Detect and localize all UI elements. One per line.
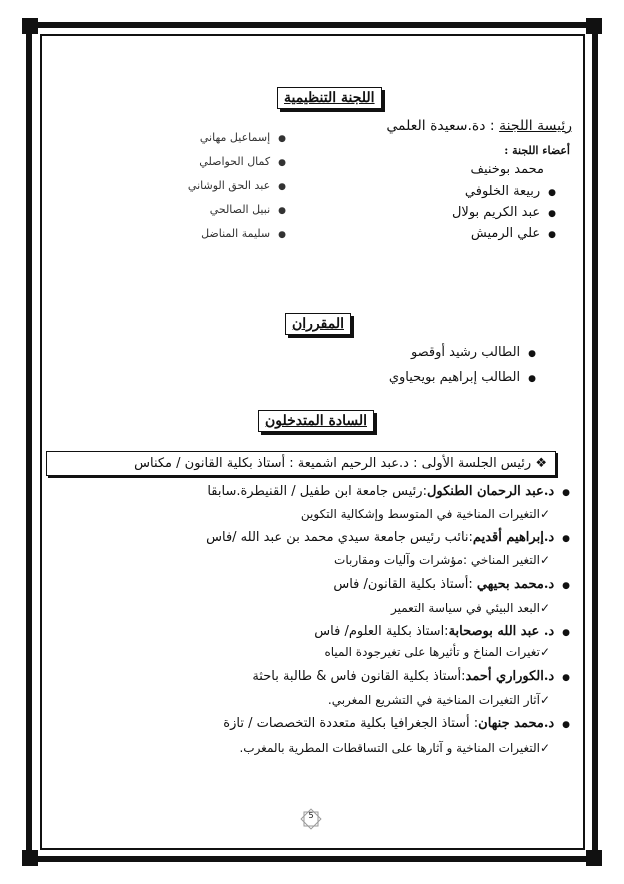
bullet-icon: ●: [278, 230, 286, 240]
bullet-icon: ●: [562, 488, 570, 498]
rapporteurs-title: المقرران: [285, 313, 351, 335]
bullet-icon: ●: [278, 182, 286, 192]
speaker-topic: ✓التغير المناخي :مؤشرات وآليات ومقاربات: [334, 553, 550, 567]
speaker-line: ●د. عبد الله بوصحابة:استاذ بكلية العلوم/ فاس: [314, 624, 570, 639]
bullet-icon: ●: [528, 374, 536, 384]
bullet-icon: ●: [548, 230, 556, 240]
check-icon: ✓: [539, 693, 550, 707]
organizing-committee-list: [106, 128, 286, 248]
list-item: ●عبد الكريم بولال: [451, 205, 556, 220]
list-item: ●إسماعيل مهاني: [199, 131, 286, 144]
check-icon: ✓: [539, 601, 550, 615]
speaker-line: ●د.محمد بحيهي :أستاذ بكلية القانون/ فاس: [333, 577, 570, 592]
bullet-icon: ●: [278, 206, 286, 216]
bullet-icon: ●: [528, 349, 536, 359]
bullet-icon: ●: [278, 158, 286, 168]
speaker-line: ●د.عبد الرحمان الطنكول:رئيس جامعة ابن طفيل / القنيطرة.سابقا: [207, 484, 570, 499]
list-item: ●كمال الحواصلي: [199, 155, 286, 168]
speakers-title: السادة المتدخلون: [258, 410, 374, 432]
corner-ornament: [586, 18, 602, 34]
list-item: ●سليمة المناضل: [201, 227, 286, 240]
committee-members-list: [452, 182, 556, 245]
corner-ornament: [22, 18, 38, 34]
rapporteurs-list: [389, 342, 536, 392]
check-icon: ✓: [539, 645, 550, 659]
session-chair-box: ❖ رئيس الجلسة الأولى : د.عبد الرحيم اشميعة : أستاذ بكلية القانون / مكناس: [46, 451, 556, 476]
check-icon: ✓: [539, 507, 550, 521]
bullet-icon: ●: [548, 188, 556, 198]
list-item: ●علي الرميش: [470, 226, 556, 241]
speaker-topic: ✓تغيرات المناخ و تأثيرها على تغيرجودة المياه: [324, 645, 550, 659]
speaker-topic: ✓البعد البيئي في سياسة التعمير: [390, 601, 550, 615]
check-icon: ✓: [539, 553, 550, 567]
list-item: ●ربيعة الخلوفي: [464, 184, 556, 199]
list-item: ●نبيل الصالحي: [209, 203, 286, 216]
speaker-topic: ✓التغيرات المناخية و آثارها على التساقطات المطرية بالمغرب.: [239, 741, 550, 755]
list-item: ●الطالب رشيد أوقصو: [410, 345, 536, 360]
speaker-line: ●د.محمد جنهان: أستاذ الجغرافيا بكلية متعددة التخصصات / تازة: [223, 716, 570, 731]
list-item: ●الطالب إبراهيم بويحياوي: [388, 370, 536, 385]
speaker-line: ●د.إبراهيم أقديم:نائب رئيس جامعة سيدي محمد بن عبد الله /فاس: [206, 530, 570, 545]
corner-ornament: [22, 850, 38, 866]
committee-chair: رئيسة اللجنة : دة.سعيدة العلمي: [386, 118, 572, 134]
speaker-line: ●د.الكوراري أحمد:أستاذ بكلية القانون فاس & طالبة باحثة: [252, 669, 570, 684]
bullet-icon: ●: [562, 673, 570, 683]
bullet-icon: ●: [562, 581, 570, 591]
page-number: 5: [308, 811, 314, 820]
organizing-committee-title: اللجنة التنظيمية: [277, 87, 382, 109]
members-title: أعضاء اللجنة :: [504, 144, 570, 157]
check-icon: ✓: [539, 741, 550, 755]
list-item: ●عبد الحق الوشاني: [187, 179, 286, 192]
corner-ornament: [586, 850, 602, 866]
bullet-icon: ●: [548, 209, 556, 219]
bullet-icon: ●: [562, 534, 570, 544]
speaker-topic: ✓آثار التغيرات المناخية في التشريع المغربي.: [327, 693, 550, 707]
bullet-icon: ●: [562, 720, 570, 730]
committee-member: محمد بوخنيف: [470, 162, 544, 177]
speaker-topic: ✓التغيرات المناخية في المتوسط وإشكالية التكوين: [300, 507, 550, 521]
bullet-icon: ●: [562, 628, 570, 638]
bullet-icon: ●: [278, 134, 286, 144]
